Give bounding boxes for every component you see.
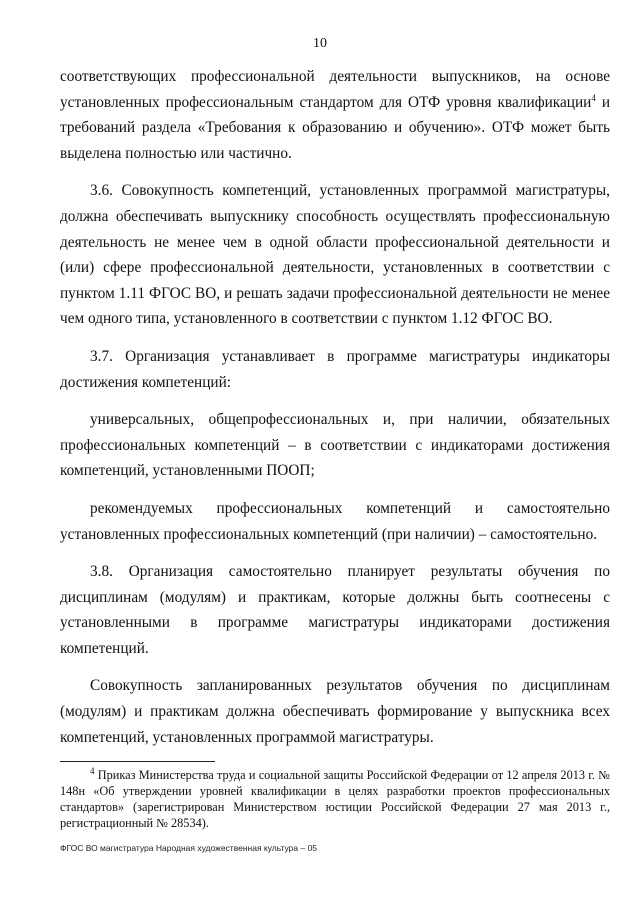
footnote-separator [60, 761, 215, 762]
paragraph-3-8: 3.8. Организация самостоятельно планирует результаты обучения по дисциплинам (модулям) и практикам, которые должны быть соотнесены с установленными в программе магистратуры индикаторами достижения компетенций. [60, 563, 610, 657]
body-text [60, 64, 610, 750]
paragraph-continuation [60, 64, 610, 166]
paragraph-3-7: 3.7. Организация устанавливает в программе магистратуры индикаторы достижения компетенций: [60, 347, 610, 391]
footnote-marker: 4 [90, 765, 95, 776]
list-item-recommended-competencies: рекомендуемых профессиональных компетенций и самостоятельно установленных профессиональных компетенций (при наличии) – самостоятельно. [60, 499, 610, 543]
paragraph-learning-outcomes: Совокупность запланированных результатов обучения по дисциплинам (модулям) и практикам должна обеспечивать формирование у выпускника всех компетенций, установленных программой магистратуры. [60, 677, 610, 746]
paragraph-text: соответствующих профессиональной деятельности выпускников, на основе установленных профессиональным стандартом для ОТФ уровня квалификации [60, 68, 610, 111]
footnote-reference: 4 [591, 92, 596, 103]
paragraph-3-6: 3.6. Совокупность компетенций, установленных программой магистратуры, должна обеспечивать выпускнику способность осуществлять профессиональную деятельность не менее чем в одной области профессиональной деятельности и (или) сфере профессиональной деятельности, установленных в соответствии с пунктом 1.11 ФГОС ВО, и решать задачи профессиональной деятельности не менее чем одного типа, установленного в соответствии с пунктом 1.12 ФГОС ВО. [60, 182, 610, 328]
paragraph-text: и требований раздела «Требования к образованию и обучению». ОТФ может быть выделена полностью или частично. [60, 93, 610, 162]
footnote-text: Приказ Министерства труда и социальной защиты Российской Федерации от 12 апреля 2013 г. № 148н «Об утверждении уровней квалификации в целях разработки проектов профессиональных стандартов» (зарегистрирован Министерством юстиции Российской Федерации 27 мая 2013 г., регистрационный № 28534). [60, 768, 610, 830]
list-item-universal-competencies: универсальных, общепрофессиональных и, при наличии, обязательных профессиональных компетенций – в соответствии с индикаторами достижения компетенций, установленными ПООП; [60, 411, 610, 480]
footnote [60, 767, 610, 831]
page-number: 10 [313, 36, 327, 51]
page-footer: ФГОС ВО магистратура Народная художественная культура – 05 [60, 843, 318, 853]
